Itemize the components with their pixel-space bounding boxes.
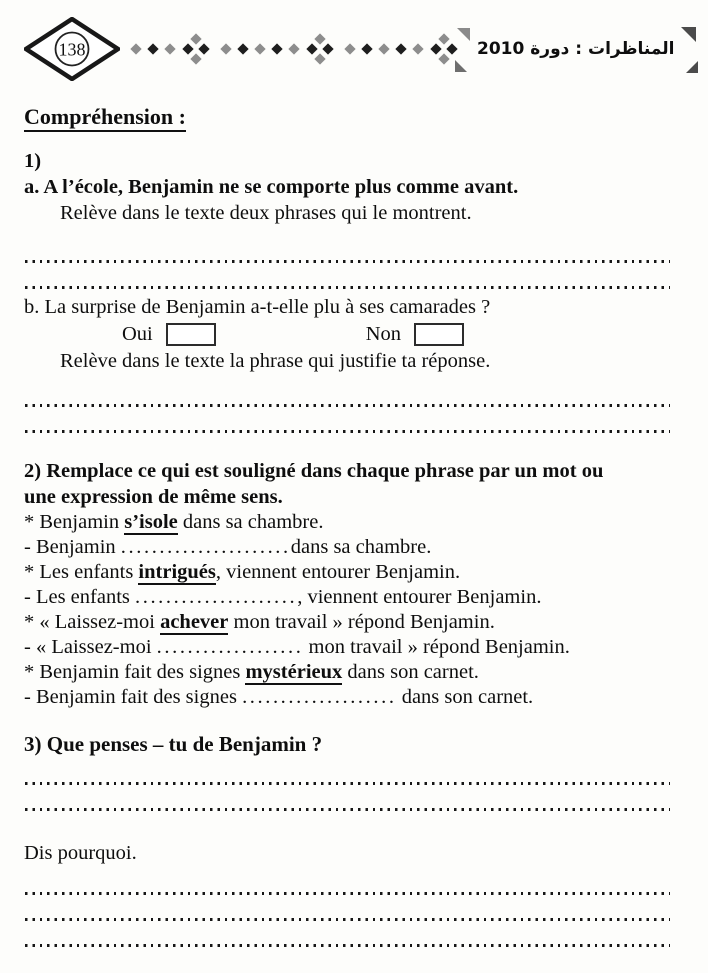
answer-line[interactable]: [24, 790, 672, 816]
fill-in-sentence: [24, 685, 672, 710]
question1b-question: b. La surprise de Benjamin a-t-elle plu à ses camarades ?: [24, 296, 491, 318]
fill-in-blank[interactable]: .....................: [135, 586, 298, 608]
header-title-arabic: المناظرات : دورة 2010: [477, 39, 675, 59]
oui-label: Oui: [122, 322, 153, 345]
diamond-icon: [361, 43, 372, 54]
sentence-text: dans sa chambre.: [290, 536, 432, 558]
diamond-icon: [190, 53, 201, 64]
diamond-icon: [446, 43, 457, 54]
diamond-icon: [182, 43, 193, 54]
corner-triangle-icon: [455, 60, 467, 72]
sentence-text: * Benjamin: [24, 511, 125, 533]
diamond-icon: [237, 43, 248, 54]
answer-line[interactable]: [24, 242, 672, 268]
answer-line[interactable]: [24, 412, 672, 438]
diamond-icon: [288, 43, 299, 54]
sentence-text: , viennent entourer Benjamin.: [297, 586, 542, 608]
answer-line[interactable]: [24, 900, 672, 926]
answer-line[interactable]: [24, 386, 672, 412]
diamond-icon: [190, 33, 201, 44]
underlined-word: achever: [160, 611, 229, 633]
answer-area-3: [24, 764, 672, 816]
fill-in-blank[interactable]: ...................: [156, 636, 304, 658]
question3-title: 3) Que penses – tu de Benjamin ?: [24, 732, 323, 756]
diamond-icon: [438, 53, 449, 64]
oui-non-row: [122, 320, 672, 348]
sentence-text: - Benjamin fait des signes: [24, 686, 243, 708]
answer-area-1b: [24, 386, 672, 438]
section-heading-text: Compréhension :: [24, 104, 186, 132]
page-number-badge: [24, 17, 120, 81]
answer-line[interactable]: [24, 874, 672, 900]
sentence-text: dans sa chambre.: [177, 511, 324, 533]
question1-number: 1): [24, 150, 42, 172]
exercise-sentence: [24, 510, 672, 535]
question2-title-line1: 2) Remplace ce qui est souligné dans chaque phrase par un mot ou: [24, 460, 604, 482]
non-checkbox[interactable]: [414, 323, 464, 346]
sentence-text: * Benjamin fait des signes: [24, 661, 246, 683]
fill-in-sentence: [24, 535, 672, 560]
diamond-icon: [220, 43, 231, 54]
sentence-text: - Benjamin: [24, 536, 121, 558]
non-label: Non: [365, 322, 402, 345]
fill-in-blank[interactable]: ....................: [242, 686, 397, 708]
fill-in-blank[interactable]: ......................: [120, 536, 291, 558]
question1a-instruction: Relève dans le texte deux phrases qui le montrent.: [60, 202, 472, 224]
diamond-icon: [314, 33, 325, 44]
diamond-icon: [271, 43, 282, 54]
diamond-icon: [164, 43, 175, 54]
sentence-text: - « Laissez-moi: [24, 636, 157, 658]
sentence-text: dans son carnet.: [342, 661, 479, 683]
diamond-icon: [438, 33, 449, 44]
diamond-icon: [395, 43, 406, 54]
fill-in-sentence: [24, 635, 672, 660]
underlined-word: mystérieux: [245, 661, 343, 683]
sentence-text: * « Laissez-moi: [24, 611, 161, 633]
sentence-text: dans son carnet.: [396, 686, 534, 708]
diamond-icon: [254, 43, 265, 54]
diamond-cluster-ornament: [307, 34, 337, 64]
header-title-block: [461, 39, 692, 59]
sentence-text: mon travail » répond Benjamin.: [228, 611, 495, 633]
answer-area-1a: [24, 242, 672, 294]
diamond-icon: [430, 43, 441, 54]
diamond-icon: [412, 43, 423, 54]
diamond-icon: [344, 43, 355, 54]
question2-title-line2: une expression de même sens.: [24, 486, 283, 508]
oui-checkbox[interactable]: [166, 323, 216, 346]
diamond-icon: [147, 43, 158, 54]
page-number: 138: [58, 39, 86, 60]
page-header: [24, 14, 675, 84]
answer-line[interactable]: [24, 764, 672, 790]
diamond-icon: [198, 43, 209, 54]
diamond-icon: [306, 43, 317, 54]
sentence-text: * Les enfants: [24, 561, 139, 583]
underlined-word: intrigués: [138, 561, 216, 583]
exercise-sentence: [24, 560, 672, 585]
question1b-instruction: Relève dans le texte la phrase qui justifie ta réponse.: [60, 350, 491, 372]
section-heading: [24, 102, 672, 132]
corner-triangle-icon: [457, 28, 470, 41]
sentence-text: mon travail » répond Benjamin.: [303, 636, 570, 658]
dis-pourquoi-label: Dis pourquoi.: [24, 842, 137, 864]
fill-in-sentence: [24, 585, 672, 610]
diamond-icon: [130, 43, 141, 54]
corner-triangle-icon: [681, 27, 696, 42]
sentence-text: , viennent entourer Benjamin.: [215, 561, 461, 583]
underlined-word: s’isole: [124, 511, 178, 533]
answer-line[interactable]: [24, 268, 672, 294]
question1a-statement: a. A l’école, Benjamin ne se comporte plus comme avant.: [24, 176, 519, 198]
diamond-icon: [314, 53, 325, 64]
exercise-sentence: [24, 610, 672, 635]
corner-triangle-icon: [686, 61, 698, 73]
answer-line[interactable]: [24, 926, 672, 952]
diamond-cluster-ornament: [183, 34, 213, 64]
diamond-icon: [322, 43, 333, 54]
sentence-text: - Les enfants: [24, 586, 135, 608]
ornament-strip: [132, 34, 461, 64]
answer-area-dis-pourquoi: [24, 874, 672, 952]
exercise-sentence: [24, 660, 672, 685]
diamond-icon: [378, 43, 389, 54]
